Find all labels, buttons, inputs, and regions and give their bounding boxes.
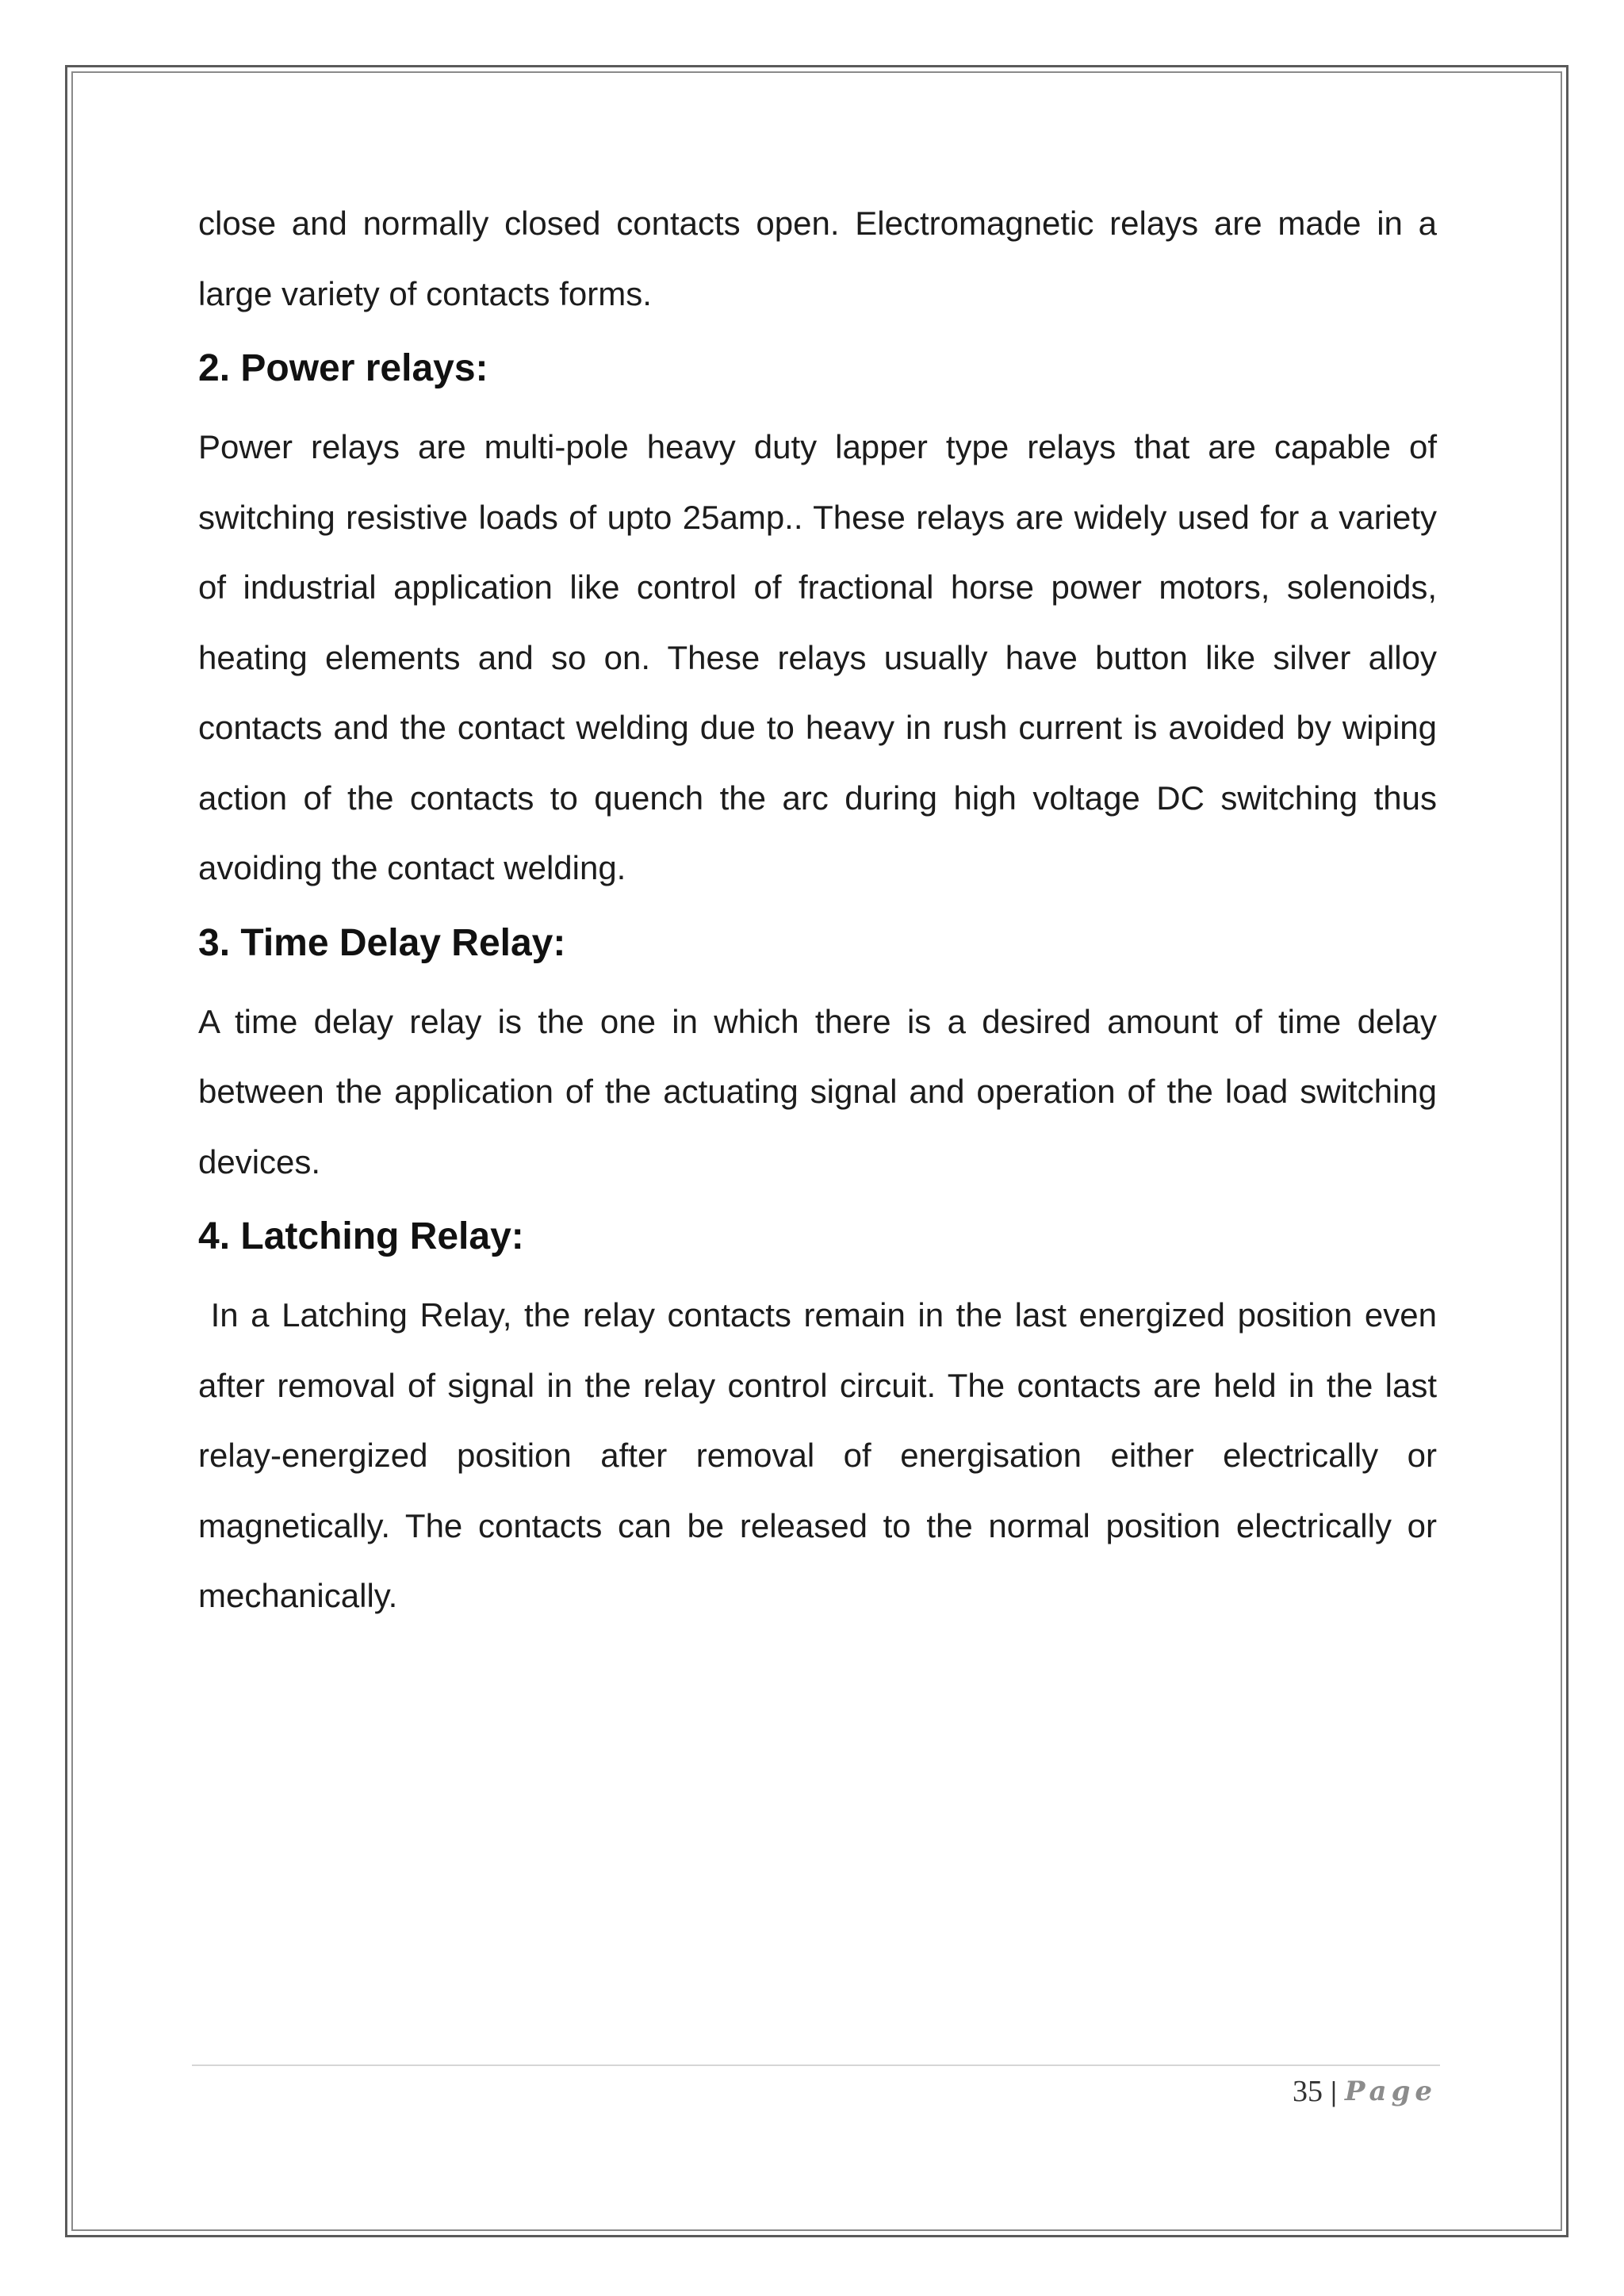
- footer-rule: [192, 2064, 1440, 2066]
- power-relays-paragraph: Power relays are multi-pole heavy duty lapper type relays that are capable of switching resistive loads of upto 25amp.. These relays are widely used for a variety of industrial application like control of fractional horse power motors, solenoids, heating elements and so on. These relays usually have button like silver alloy contacts and the contact welding due to heavy in rush current is avoided by wiping action of the contacts to quench the arc during high voltage DC switching thus avoiding the contact welding.: [198, 428, 1437, 886]
- page-label: Page: [1344, 2076, 1437, 2107]
- heading-latching-relay: 4. Latching Relay:: [198, 1215, 524, 1257]
- page-separator: |: [1330, 2076, 1337, 2107]
- page-content: [198, 189, 1446, 1632]
- heading-power-relays: 2. Power relays:: [198, 347, 488, 389]
- intro-paragraph: close and normally closed contacts open. Electromagnetic relays are made in a large variety of contacts forms.: [198, 205, 1437, 312]
- latching-relay-paragraph: In a Latching Relay, the relay contacts remain in the last energized position even after removal of signal in the relay control circuit. The contacts are held in the last relay-energized position after removal of energisation either electrically or magnetically. The contacts can be released to the normal position electrically or mechanically.: [198, 1296, 1446, 1614]
- heading-time-delay-relay: 3. Time Delay Relay:: [198, 921, 566, 964]
- page-number: 35: [1292, 2075, 1323, 2108]
- time-delay-relay-paragraph: A time delay relay is the one in which there is a desired amount of time delay between the application of the actuating signal and operation of the load switching devices.: [198, 1002, 1437, 1181]
- page-footer: [1293, 2072, 1437, 2110]
